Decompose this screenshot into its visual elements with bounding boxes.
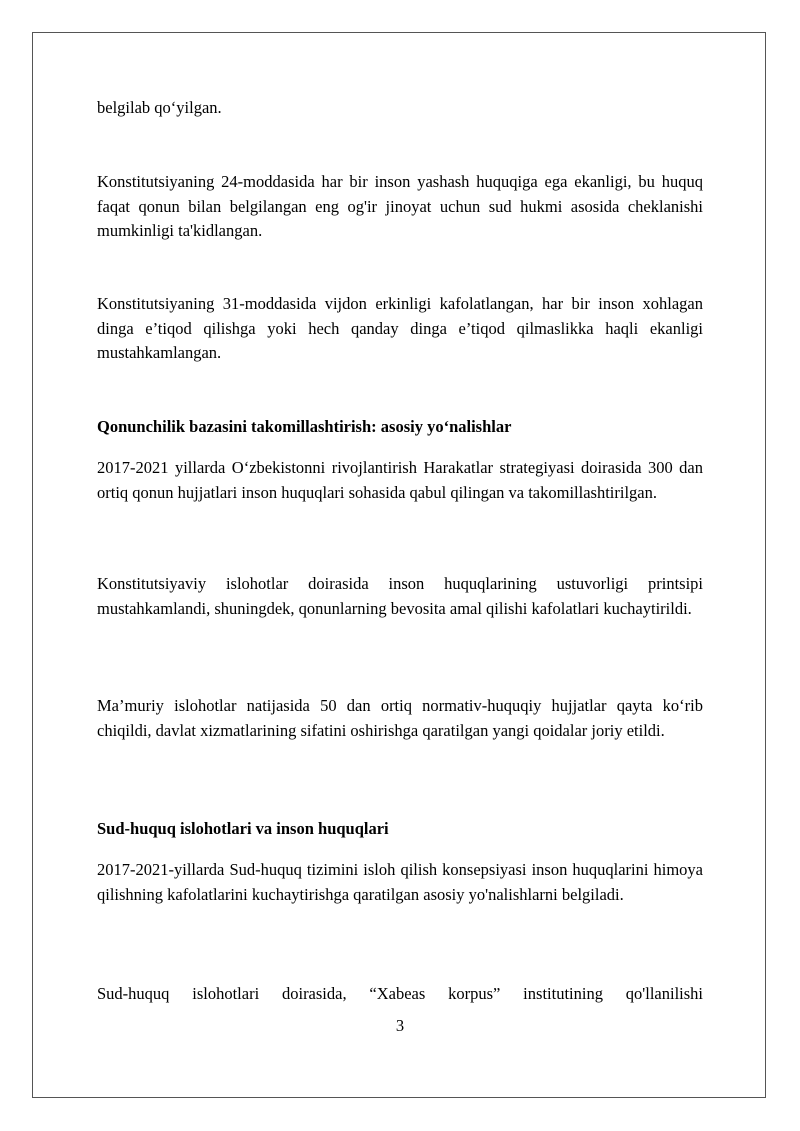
paragraph-strategy-2017-2021: 2017-2021 yillarda O‘zbekistonni rivojlantirish Harakatlar strategiyasi doirasida 300 dan ortiq qonun hujjatlari inson huquqlari sohasida qabul qilingan va takomillashtirilgan. [97, 458, 703, 502]
paragraph-habeas-corpus: Sud-huquq islohotlari doirasida, “Xabeas korpus” institutining qo'llanilishi [97, 984, 703, 1003]
page-number: 3 [395, 1016, 405, 1035]
paragraph-judicial-concept: 2017-2021-yillarda Sud-huquq tizimini isloh qilish konsepsiyasi inson huquqlarini himoya qilishning kafolatlarini kuchaytirishga qaratilgan asosiy yo'nalishlarni belgiladi. [97, 860, 703, 904]
section-heading-judicial-reforms: Sud-huquq islohotlari va inson huquqlari [97, 819, 389, 838]
paragraph-article-31: Konstitutsiyaning 31-moddasida vijdon erkinligi kafolatlangan, har bir inson xohlagan dinga e’tiqod qilishga yoki hech qanday dinga e’tiqod qilmaslikka haqli ekanligi mustahkamlangan. [97, 294, 703, 362]
paragraph-administrative-reforms: Ma’muriy islohotlar natijasida 50 dan ortiq normativ-huquqiy hujjatlar qayta ko‘rib chiqildi, davlat xizmatlarining sifatini oshirishga qaratilgan yangi qoidalar joriy etildi. [97, 696, 703, 740]
section-heading-legislation: Qonunchilik bazasini takomillashtirish: asosiy yo‘nalishlar [97, 417, 512, 436]
paragraph-continuation: belgilab qo‘yilgan. [97, 98, 222, 117]
paragraph-article-24: Konstitutsiyaning 24-moddasida har bir inson yashash huquqiga ega ekanligi, bu huquq faqat qonun bilan belgilangan eng og'ir jinoyat uchun sud hukmi asosida cheklanishi mumkinligi ta'kidlangan. [97, 172, 703, 240]
paragraph-constitutional-reforms: Konstitutsiyaviy islohotlar doirasida inson huquqlarining ustuvorligi printsipi mustahkamlandi, shuningdek, qonunlarning bevosita amal qilishi kafolatlari kuchaytirildi. [97, 574, 703, 618]
